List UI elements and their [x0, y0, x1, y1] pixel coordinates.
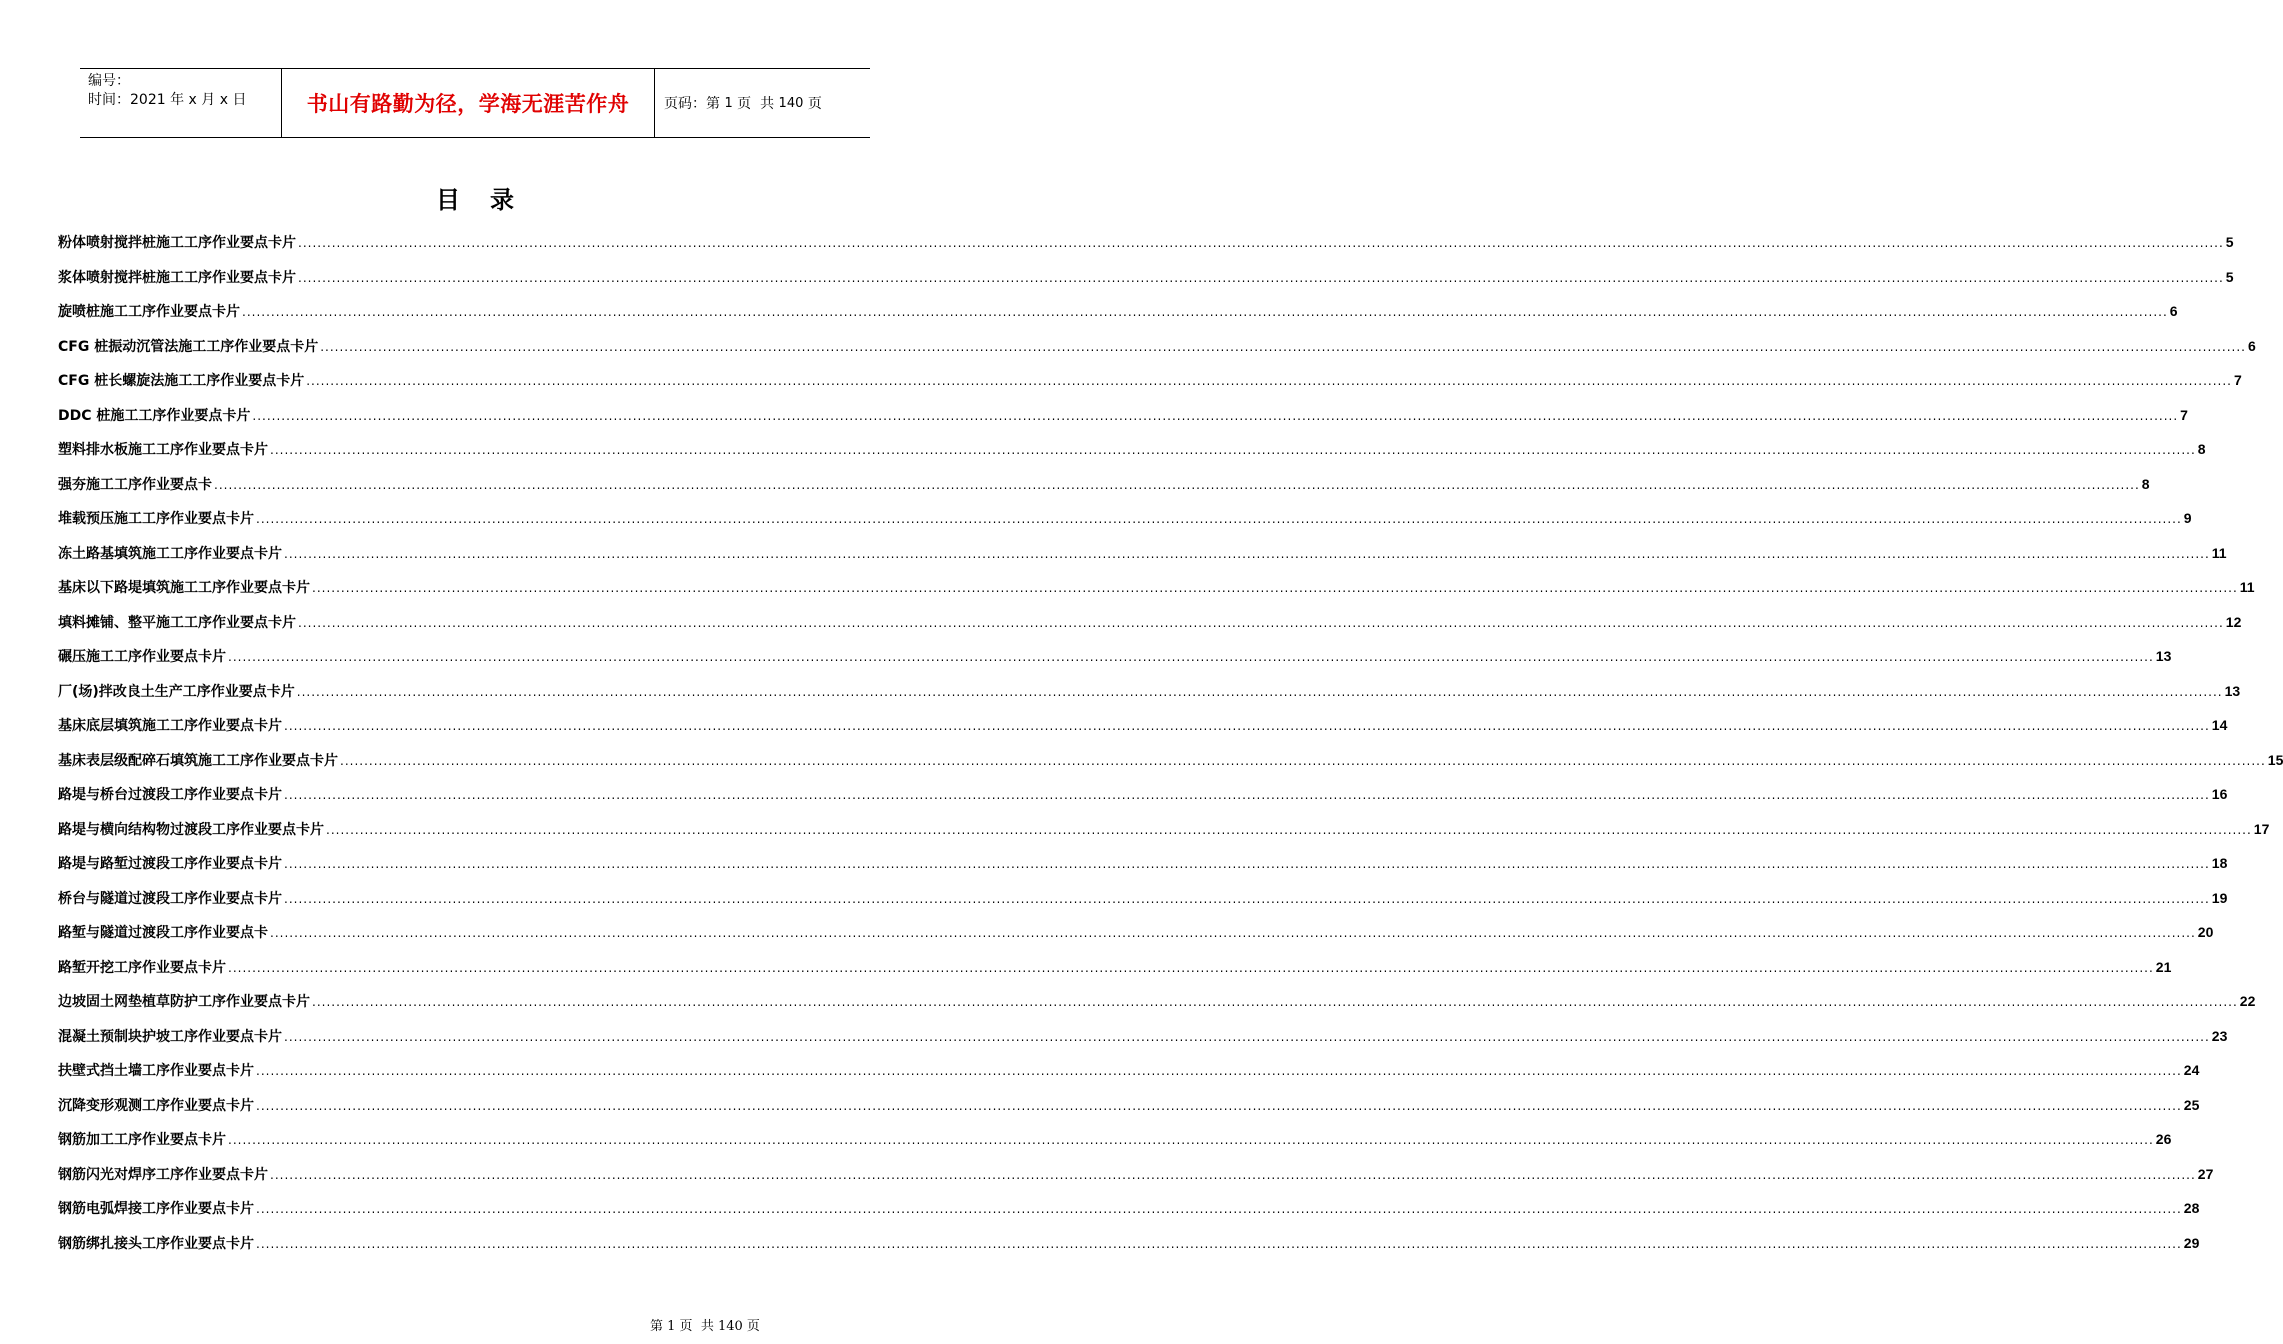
toc-leader-dots: ................................................................................................................................................................................................................................................................................................................................................................................................................ — [228, 960, 2154, 975]
toc-entry-title[interactable]: 强夯施工工序作业要点卡 — [58, 476, 212, 493]
toc-leader-dots: ................................................................................................................................................................................................................................................................................................................................................................................................................ — [298, 236, 2224, 250]
toc-leader-dots: ................................................................................................................................................................................................................................................................................................................................................................................................................ — [270, 443, 2196, 457]
toc-entry-page[interactable]: 22 — [2239, 993, 2256, 1009]
toc-entry[interactable] — [58, 267, 2234, 302]
toc-leader-dots: ................................................................................................................................................................................................................................................................................................................................................................................................................ — [256, 1202, 2182, 1216]
toc-entry[interactable] — [58, 922, 2214, 957]
toc-entry-title[interactable]: 堆载预压施工工序作业要点卡片 — [58, 511, 254, 527]
toc-entry-page[interactable]: 24 — [2183, 1062, 2200, 1078]
toc-entry[interactable] — [58, 1026, 2228, 1061]
toc-entry-page[interactable]: 20 — [2197, 924, 2214, 940]
toc-entry[interactable] — [58, 957, 2172, 992]
toc-entry-title[interactable]: 旋喷桩施工工序作业要点卡片 — [58, 304, 240, 320]
toc-leader-dots: ................................................................................................................................................................................................................................................................................................................................................................................................................ — [256, 512, 2182, 526]
toc-entry-title[interactable]: 填料摊铺、整平施工工序作业要点卡片 — [58, 614, 296, 631]
toc-entry[interactable] — [58, 1198, 2200, 1233]
toc-entry[interactable] — [58, 819, 2270, 854]
toc-entry[interactable] — [58, 715, 2228, 750]
header-page-total: 140 — [778, 95, 804, 111]
toc-entry[interactable] — [58, 784, 2228, 819]
toc-entry-page[interactable]: 5 — [2225, 234, 2234, 250]
toc-entry-page[interactable]: 6 — [2247, 337, 2256, 354]
toc-entry-title[interactable]: 钢筋闪光对焊序工序作业要点卡片 — [58, 1166, 268, 1183]
toc-entry-title[interactable]: 冻土路基填筑施工工序作业要点卡片 — [58, 545, 282, 562]
toc-entry-title[interactable]: 塑料排水板施工工序作业要点卡片 — [58, 442, 268, 458]
toc-leader-dots: ................................................................................................................................................................................................................................................................................................................................................................................................................ — [228, 650, 2154, 664]
toc-leader-dots: ................................................................................................................................................................................................................................................................................................................................................................................................................ — [320, 339, 2246, 354]
toc-leader-dots: ................................................................................................................................................................................................................................................................................................................................................................................................................ — [306, 374, 2232, 388]
toc-leader-dots: ................................................................................................................................................................................................................................................................................................................................................................................................................ — [298, 270, 2224, 285]
toc-entry-title[interactable]: 基床以下路堤填筑施工工序作业要点卡片 — [58, 580, 310, 596]
toc-entry-title[interactable]: CFG 桩长螺旋法施工工序作业要点卡片 — [58, 373, 305, 389]
toc-entry[interactable] — [58, 612, 2242, 647]
title-char-2: 录 — [490, 185, 514, 214]
toc-entry-title[interactable]: 厂(场)拌改良土生产工序作业要点卡片 — [58, 683, 295, 700]
toc-leader-dots: ................................................................................................................................................................................................................................................................................................................................................................................................................ — [256, 1064, 2182, 1078]
toc-entry[interactable] — [58, 681, 2241, 716]
toc-entry[interactable] — [58, 646, 2172, 681]
toc-leader-dots: ................................................................................................................................................................................................................................................................................................................................................................................................................ — [284, 891, 2210, 906]
page-title — [0, 180, 950, 215]
toc-leader-dots: ................................................................................................................................................................................................................................................................................................................................................................................................................ — [326, 822, 2252, 837]
toc-leader-dots: ................................................................................................................................................................................................................................................................................................................................................................................................................ — [256, 1236, 2182, 1251]
header-page-prefix: 页码：第 — [664, 96, 725, 112]
toc-entry-title[interactable]: DDC 桩施工工序作业要点卡片 — [58, 407, 251, 424]
toc-entry-page[interactable]: 11 — [2211, 544, 2227, 561]
footer-page-total: 140 — [717, 1319, 743, 1334]
toc-entry-title[interactable]: 钢筋绑扎接头工序作业要点卡片 — [58, 1235, 254, 1252]
toc-entry[interactable] — [58, 439, 2206, 474]
toc-leader-dots: ................................................................................................................................................................................................................................................................................................................................................................................................................ — [340, 753, 2266, 768]
footer-prefix: 第 — [650, 1319, 668, 1334]
toc-leader-dots: ................................................................................................................................................................................................................................................................................................................................................................................................................ — [284, 857, 2210, 871]
toc-entry-page[interactable]: 11 — [2239, 579, 2255, 595]
header-motto: 书山有路勤为径，学海无涯苦作舟 — [306, 92, 630, 116]
title-char-1: 目 — [436, 185, 460, 214]
toc-entry-page[interactable]: 8 — [2197, 441, 2206, 457]
header-page-mid: 页 共 — [732, 96, 779, 112]
footer-suffix: 页 — [742, 1319, 760, 1334]
toc-entry-title[interactable]: 浆体喷射搅拌桩施工工序作业要点卡片 — [58, 269, 296, 286]
toc-entry-title[interactable]: 碾压施工工序作业要点卡片 — [58, 649, 226, 665]
toc-entry[interactable] — [58, 232, 2234, 267]
toc-entry-title[interactable]: 路堤与横向结构物过渡段工序作业要点卡片 — [58, 821, 324, 838]
header-divider-right — [654, 69, 655, 137]
toc-leader-dots: ................................................................................................................................................................................................................................................................................................................................................................................................................ — [284, 719, 2210, 733]
toc-leader-dots: ................................................................................................................................................................................................................................................................................................................................................................................................................ — [256, 1098, 2182, 1113]
toc-entry[interactable] — [58, 301, 2178, 336]
toc-leader-dots: ................................................................................................................................................................................................................................................................................................................................................................................................................ — [284, 1029, 2210, 1044]
toc-leader-dots: ................................................................................................................................................................................................................................................................................................................................................................................................................ — [296, 684, 2223, 699]
toc-entry-title[interactable]: 沉降变形观测工序作业要点卡片 — [58, 1097, 254, 1114]
toc-entry[interactable] — [58, 1233, 2200, 1268]
toc-entry-page[interactable]: 16 — [2211, 786, 2228, 802]
header-page-suffix: 页 — [803, 96, 822, 112]
toc-leader-dots: ................................................................................................................................................................................................................................................................................................................................................................................................................ — [284, 546, 2210, 561]
header-meta — [88, 72, 280, 110]
toc-entry-title[interactable]: 基床底层填筑施工工序作业要点卡片 — [58, 718, 282, 734]
page-footer — [650, 1315, 760, 1334]
toc-leader-dots: ................................................................................................................................................................................................................................................................................................................................................................................................................ — [270, 1167, 2196, 1182]
toc-entry-page[interactable]: 9 — [2183, 510, 2192, 526]
toc-entry-page[interactable]: 25 — [2183, 1096, 2200, 1113]
toc-entry-title[interactable]: 基床表层级配碎石填筑施工工序作业要点卡片 — [58, 752, 338, 769]
toc-entry-title[interactable]: 混凝土预制块护坡工序作业要点卡片 — [58, 1028, 282, 1045]
toc-entry[interactable] — [58, 405, 2188, 440]
header-page-current: 1 — [724, 95, 733, 111]
toc-entry-title[interactable]: 桥台与隧道过渡段工序作业要点卡片 — [58, 890, 282, 907]
toc-entry[interactable] — [58, 508, 2192, 543]
toc-entry[interactable] — [58, 1095, 2200, 1130]
footer-page-current: 1 — [667, 1319, 676, 1334]
toc-leader-dots: ................................................................................................................................................................................................................................................................................................................................................................................................................ — [298, 615, 2224, 630]
toc-entry-page[interactable]: 29 — [2183, 1234, 2200, 1251]
toc-entry-page[interactable]: 27 — [2197, 1165, 2214, 1182]
toc-entry-page[interactable]: 17 — [2253, 820, 2270, 837]
toc-entry-title[interactable]: 边坡固土网垫植草防护工序作业要点卡片 — [58, 994, 310, 1010]
toc-entry-title[interactable]: 路堤与桥台过渡段工序作业要点卡片 — [58, 787, 282, 803]
toc-entry-page[interactable]: 15 — [2267, 751, 2283, 768]
toc-entry[interactable] — [58, 1060, 2200, 1095]
toc-entry-page[interactable]: 13 — [2155, 648, 2172, 664]
toc-entry[interactable] — [58, 991, 2256, 1026]
toc-entry[interactable] — [58, 336, 2256, 371]
toc-entry[interactable] — [58, 577, 2255, 612]
toc-leader-dots: ................................................................................................................................................................................................................................................................................................................................................................................................................ — [284, 788, 2210, 802]
toc-entry-page[interactable]: 7 — [2180, 406, 2188, 423]
toc-entry-title[interactable]: 扶壁式挡土墙工序作业要点卡片 — [58, 1063, 254, 1079]
toc-entry-title[interactable]: 粉体喷射搅拌桩施工工序作业要点卡片 — [58, 235, 296, 251]
toc-entry-page[interactable]: 23 — [2211, 1027, 2228, 1044]
toc-entry-title[interactable]: 钢筋电弧焊接工序作业要点卡片 — [58, 1201, 254, 1217]
document-date: 时间：2021 年 x 月 x 日 — [88, 92, 247, 108]
toc-entry-page[interactable]: 5 — [2225, 268, 2234, 285]
toc-entry-page[interactable]: 26 — [2155, 1131, 2172, 1147]
footer-mid: 页 共 — [675, 1319, 718, 1334]
toc-leader-dots: ................................................................................................................................................................................................................................................................................................................................................................................................................ — [252, 408, 2179, 423]
toc-entry[interactable] — [58, 474, 2150, 509]
toc-entry-title[interactable]: 路堑与隧道过渡段工序作业要点卡 — [58, 925, 268, 941]
table-of-contents — [58, 232, 2283, 1267]
toc-leader-dots: ................................................................................................................................................................................................................................................................................................................................................................................................................ — [242, 305, 2168, 319]
header-page-info — [664, 69, 822, 137]
toc-entry[interactable] — [58, 853, 2228, 888]
page-header — [80, 68, 870, 138]
toc-entry-page[interactable]: 13 — [2224, 682, 2241, 699]
toc-leader-dots: ................................................................................................................................................................................................................................................................................................................................................................................................................ — [270, 926, 2196, 940]
toc-leader-dots: ................................................................................................................................................................................................................................................................................................................................................................................................................ — [214, 477, 2140, 492]
toc-entry-title[interactable]: 路堤与路堑过渡段工序作业要点卡片 — [58, 856, 282, 872]
toc-entry-page[interactable]: 18 — [2211, 855, 2228, 871]
toc-leader-dots: ................................................................................................................................................................................................................................................................................................................................................................................................................ — [312, 995, 2238, 1009]
toc-entry[interactable] — [58, 370, 2242, 405]
toc-entry-page[interactable]: 19 — [2211, 889, 2228, 906]
toc-entry-page[interactable]: 7 — [2233, 372, 2242, 388]
toc-entry-page[interactable]: 14 — [2211, 717, 2228, 733]
toc-entry-title[interactable]: 路堑开挖工序作业要点卡片 — [58, 959, 226, 976]
toc-entry-title[interactable]: CFG 桩振动沉管法施工工序作业要点卡片 — [58, 338, 319, 355]
toc-entry-page[interactable]: 28 — [2183, 1200, 2200, 1216]
toc-entry[interactable] — [58, 543, 2227, 578]
document-number-label: 编号： — [88, 73, 130, 89]
toc-entry-page[interactable]: 6 — [2169, 303, 2178, 319]
toc-leader-dots: ................................................................................................................................................................................................................................................................................................................................................................................................................ — [312, 581, 2238, 595]
toc-entry[interactable] — [58, 1129, 2172, 1164]
toc-entry[interactable] — [58, 888, 2228, 923]
toc-entry-title[interactable]: 钢筋加工工序作业要点卡片 — [58, 1132, 226, 1148]
toc-entry-page[interactable]: 8 — [2141, 475, 2150, 492]
toc-leader-dots: ................................................................................................................................................................................................................................................................................................................................................................................................................ — [228, 1133, 2154, 1147]
toc-entry-page[interactable]: 21 — [2155, 958, 2172, 975]
toc-entry-page[interactable]: 12 — [2225, 613, 2242, 630]
toc-entry[interactable] — [58, 1164, 2214, 1199]
toc-entry[interactable] — [58, 750, 2283, 785]
